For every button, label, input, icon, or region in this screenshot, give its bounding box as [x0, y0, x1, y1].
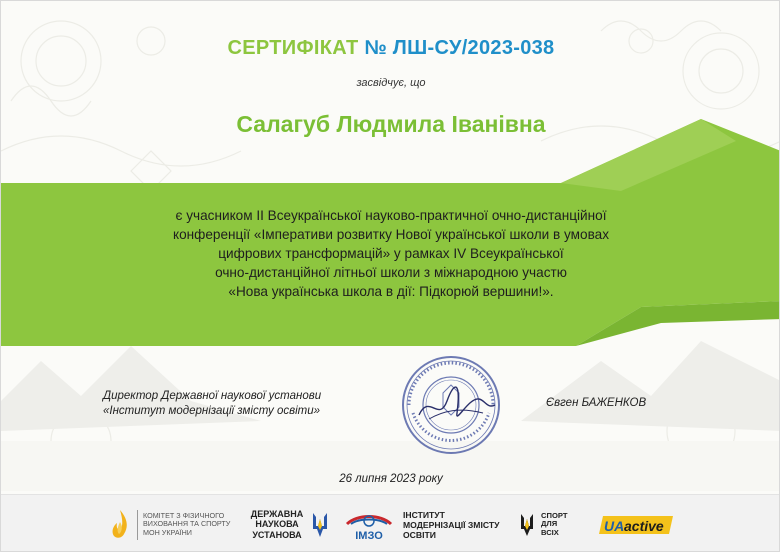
komitet-line: МОН УКРАЇНИ: [143, 527, 192, 537]
certifies-text: засвідчує, що: [356, 77, 426, 89]
imzo-line: ІНСТИТУТ: [403, 509, 445, 520]
trident-icon: [311, 511, 329, 539]
komitet-text: [143, 512, 247, 538]
uaactive-logo: [599, 495, 675, 552]
title-number: № ЛШ-СУ/2023-038: [364, 37, 555, 59]
imzo-label: ІМЗО: [355, 529, 383, 542]
body-line: конференції «Імперативи розвитку Нової української школи в умовах: [173, 227, 609, 242]
body-line: «Нова українська школа в дії: Підкорюй вершини!».: [228, 284, 554, 299]
komitet-line: ВИХОВАННЯ ТА СПОРТУ: [143, 519, 231, 529]
imzo-line: МОДЕРНІЗАЦІЇ ЗМІСТУ: [403, 519, 500, 530]
state-institution-logo: [249, 495, 329, 552]
director-line: «Інститут модернізації змісту освіти»: [103, 405, 321, 417]
certificate-body: [91, 206, 691, 301]
body-line: цифрових трансформацій» у рамках IV Всеукраїнської: [218, 246, 564, 261]
director-title: [103, 389, 403, 419]
body-line: очно-дистанційної літньої школи з міжнародною участю: [215, 265, 567, 280]
title-prefix: СЕРТИФІКАТ: [227, 37, 359, 59]
dnu-line: НАУКОВА: [255, 519, 299, 530]
flame-icon: [109, 508, 131, 542]
imzo-icon: [343, 508, 395, 542]
trident-icon: [519, 512, 535, 538]
dnu-line: УСТАНОВА: [252, 529, 302, 540]
footer-logos: [1, 494, 780, 552]
seal-stamp: [399, 353, 503, 457]
komitet-line: КОМІТЕТ З ФІЗИЧНОГО: [143, 510, 225, 520]
dnu-text: [249, 509, 305, 541]
komitet-logo: [109, 495, 247, 552]
logo-divider: [137, 510, 138, 540]
recipient-name: Салагуб Людмила Іванівна: [236, 111, 546, 137]
sport-line: ДЛЯ: [541, 519, 558, 529]
issue-date: 26 липня 2023 року: [339, 473, 443, 485]
sport-for-all-logo: [519, 495, 571, 552]
uaactive-active: active: [624, 517, 664, 534]
sport-line: СПОРТ: [541, 510, 568, 520]
director-line: Директор Державної наукової установи: [103, 390, 322, 402]
sport-text: [541, 512, 571, 537]
uaactive-ua: UA: [604, 517, 625, 534]
body-line: є учасником ІІ Всеукраїнської науково-практичної очно-дистанційної: [175, 208, 607, 223]
certificate-title: [1, 37, 780, 60]
imzo-text: [403, 510, 515, 540]
dnu-line: ДЕРЖАВНА: [250, 508, 304, 519]
uaactive-icon: [599, 513, 675, 537]
sport-line: ВСІХ: [541, 527, 559, 537]
imzo-logo: [343, 495, 515, 552]
imzo-line: ОСВІТИ: [403, 529, 436, 540]
signer-name: Євген БАЖЕНКОВ: [546, 397, 647, 409]
